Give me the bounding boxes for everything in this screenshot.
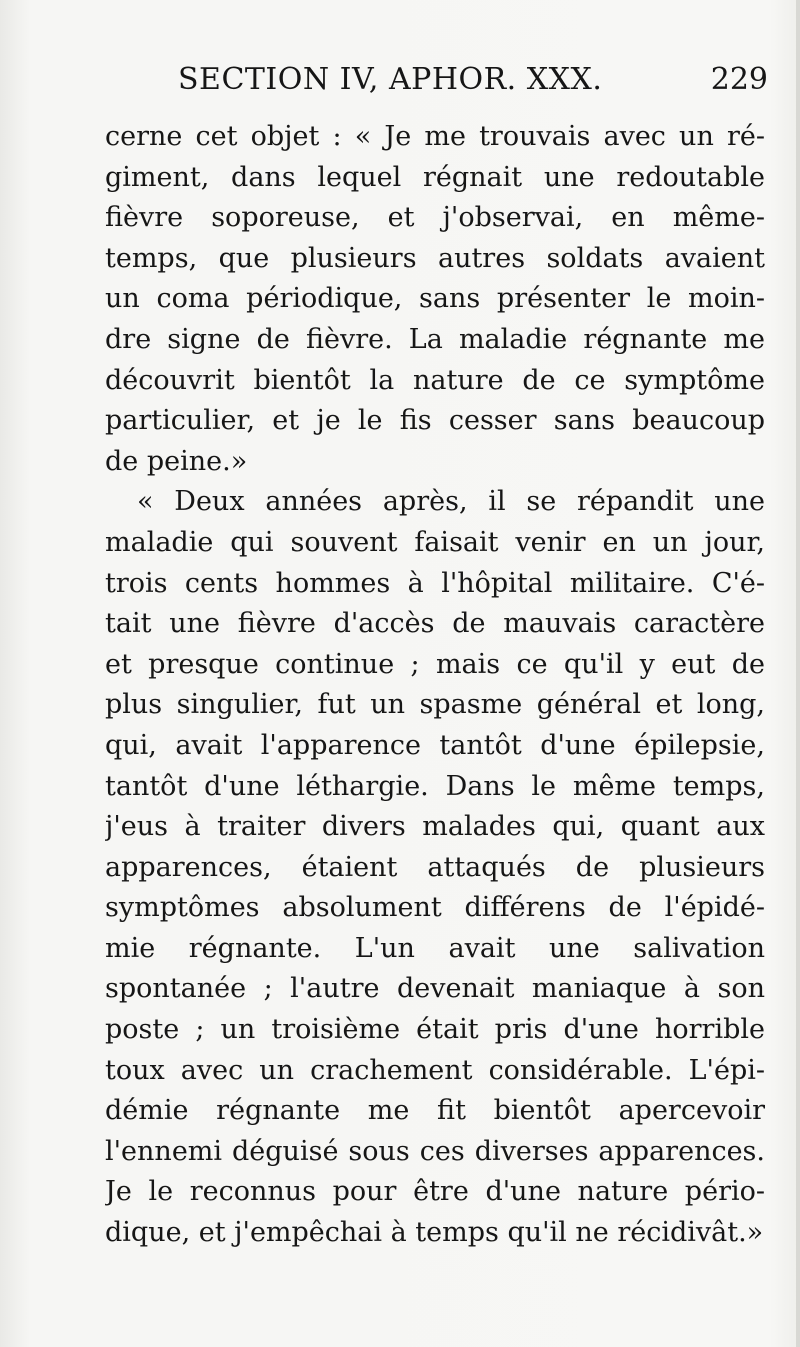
- text-line: tait une fièvre d'accès de mauvais caractère: [105, 608, 765, 640]
- page-header: [178, 62, 768, 112]
- text-line: plus singulier, fut un spasme général et long,: [105, 689, 765, 721]
- text-line: découvrit bientôt la nature de ce symptôme: [105, 364, 765, 396]
- text-line: un coma périodique, sans présenter le moin-: [105, 283, 765, 315]
- page-number: 229: [710, 62, 768, 97]
- running-title: SECTION IV, APHOR. XXX.: [178, 62, 603, 97]
- text-line: l'ennemi déguisé sous ces diverses apparences.: [105, 1135, 765, 1167]
- body-text: [105, 117, 765, 1254]
- text-line: dre signe de fièvre. La maladie régnante me: [105, 323, 765, 355]
- text-line: cerne cet objet : « Je me trouvais avec un ré-: [105, 121, 765, 152]
- text-line: j'eus à traiter divers malades qui, quant aux: [105, 811, 765, 843]
- text-line: symptômes absolument différens de l'épidé-: [105, 892, 765, 924]
- text-line: particulier, et je le fis cesser sans beaucoup: [105, 405, 765, 437]
- text-line: maladie qui souvent faisait venir en un jour,: [105, 526, 765, 558]
- text-line: et presque continue ; mais ce qu'il y eut de: [105, 648, 765, 680]
- text-line: tantôt d'une léthargie. Dans le même temps,: [105, 770, 765, 802]
- text-line: apparences, étaient attaqués de plusieurs: [105, 851, 765, 883]
- text-line: poste ; un troisième était pris d'une horrible: [105, 1014, 765, 1046]
- text-line: trois cents hommes à l'hôpital militaire. C'é-: [105, 567, 765, 599]
- text-line: « Deux années après, il se répandit une: [137, 486, 765, 518]
- text-line: spontanée ; l'autre devenait maniaque à son: [105, 973, 765, 1005]
- text-line: mie régnante. L'un avait une salivation: [105, 932, 765, 964]
- text-line: Je le reconnus pour être d'une nature pério-: [105, 1176, 765, 1208]
- text-line: qui, avait l'apparence tantôt d'une épilepsie,: [105, 729, 765, 761]
- text-line: démie régnante me fit bientôt apercevoir: [105, 1095, 765, 1127]
- text-line: de peine.»: [105, 445, 248, 477]
- text-line: temps, que plusieurs autres soldats avaient: [105, 242, 765, 274]
- text-line: fièvre soporeuse, et j'observai, en même-: [105, 202, 765, 234]
- text-line: toux avec un crachement considérable. L'épi-: [105, 1054, 765, 1086]
- text-line: dique, et j'empêchai à temps qu'il ne récidivât.»: [105, 1217, 764, 1249]
- text-line: giment, dans lequel régnait une redoutable: [105, 161, 765, 193]
